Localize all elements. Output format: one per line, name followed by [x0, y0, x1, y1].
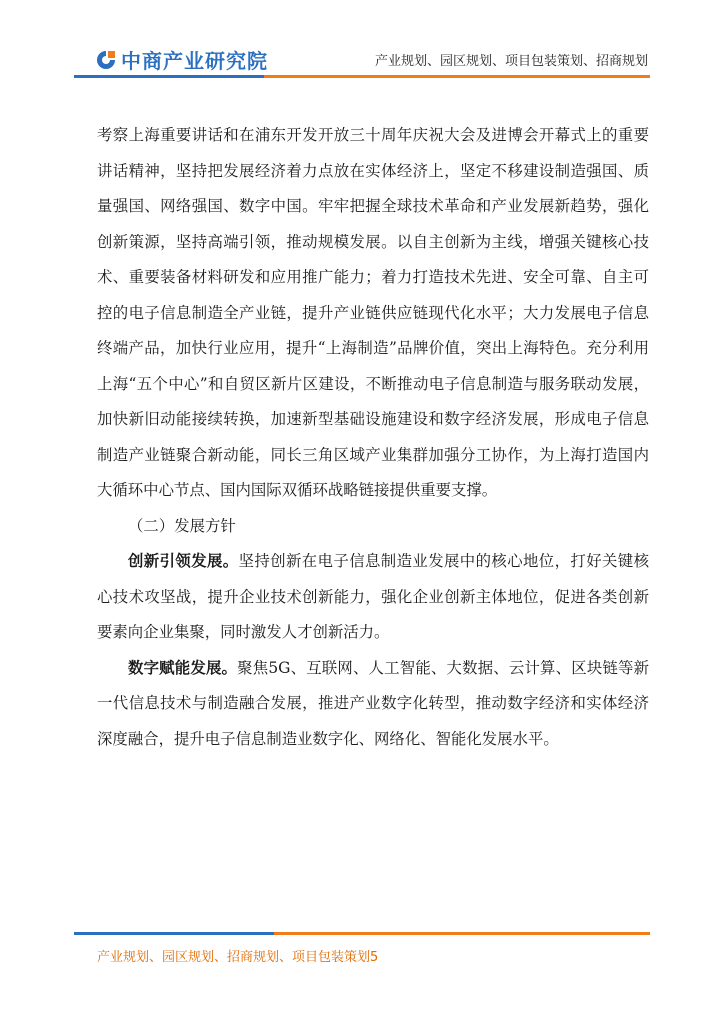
point-text: 聚焦5G、互联网、人工智能、大数据、云计算、区块链等新一代信息技术与制造融合发展，推进产业数字化转型，推动数字经济和实体经济深度融合，提升电子信息制造业数字化、网络化、智能化发展水平。	[97, 658, 649, 748]
point-text: 坚持创新在电子信息制造业发展中的核心地位，打好关键核心技术攻坚战，提升企业技术创新能力，强化企业创新主体地位，促进各类创新要素向企业集聚，同时激发人才创新活力。	[97, 552, 649, 641]
page-header	[0, 0, 724, 90]
footer-rule-orange	[274, 932, 650, 935]
header-rule-blue	[74, 75, 264, 78]
footer-rule-blue	[74, 932, 274, 935]
logo-text: 中商产业研究院	[121, 49, 268, 73]
page-footer	[97, 946, 378, 965]
point-lead: 创新引领发展。	[128, 552, 239, 570]
section-heading: （二）发展方针	[128, 516, 236, 535]
page-number: 5	[370, 950, 379, 965]
point-lead: 数字赋能发展。	[128, 658, 238, 677]
logo-icon	[95, 49, 117, 71]
document-body	[97, 118, 649, 757]
point-digital	[97, 651, 649, 758]
header-tagline: 产业规划、园区规划、项目包装策划、招商规划	[374, 54, 648, 69]
header-rule-orange	[264, 75, 650, 78]
footer-tagline: 产业规划、园区规划、招商规划、项目包装策划	[97, 950, 371, 965]
brand-logo	[95, 45, 268, 74]
point-innovation	[97, 544, 649, 651]
intro-paragraph: 考察上海重要讲话和在浦东开发开放三十周年庆祝大会及进博会开幕式上的重要讲话精神，坚持把发展经济着力点放在实体经济上，坚定不移建设制造强国、质量强国、网络强国、数字中国。牢牢把握全球技术革命和产业发展新趋势，强化创新策源，坚持高端引领，推动规模发展。以自主创新为主线，增强关键核心技术、重要装备材料研发和应用推广能力；着力打造技术先进、安全可靠、自主可控的电子信息制造全产业链，提升产业链供应链现代化水平；大力发展电子信息终端产品，加快行业应用，提升“上海制造”品牌价值，突出上海特色。充分利用上海“五个中心”和自贸区新片区建设，不断推动电子信息制造与服务联动发展，加快新旧动能接续转换，加速新型基础设施建设和数字经济发展，形成电子信息制造产业链聚合新动能，同长三角区域产业集群加强分工协作，为上海打造国内大循环中心节点、国内国际双循环战略链接提供重要支撑。	[97, 126, 649, 499]
